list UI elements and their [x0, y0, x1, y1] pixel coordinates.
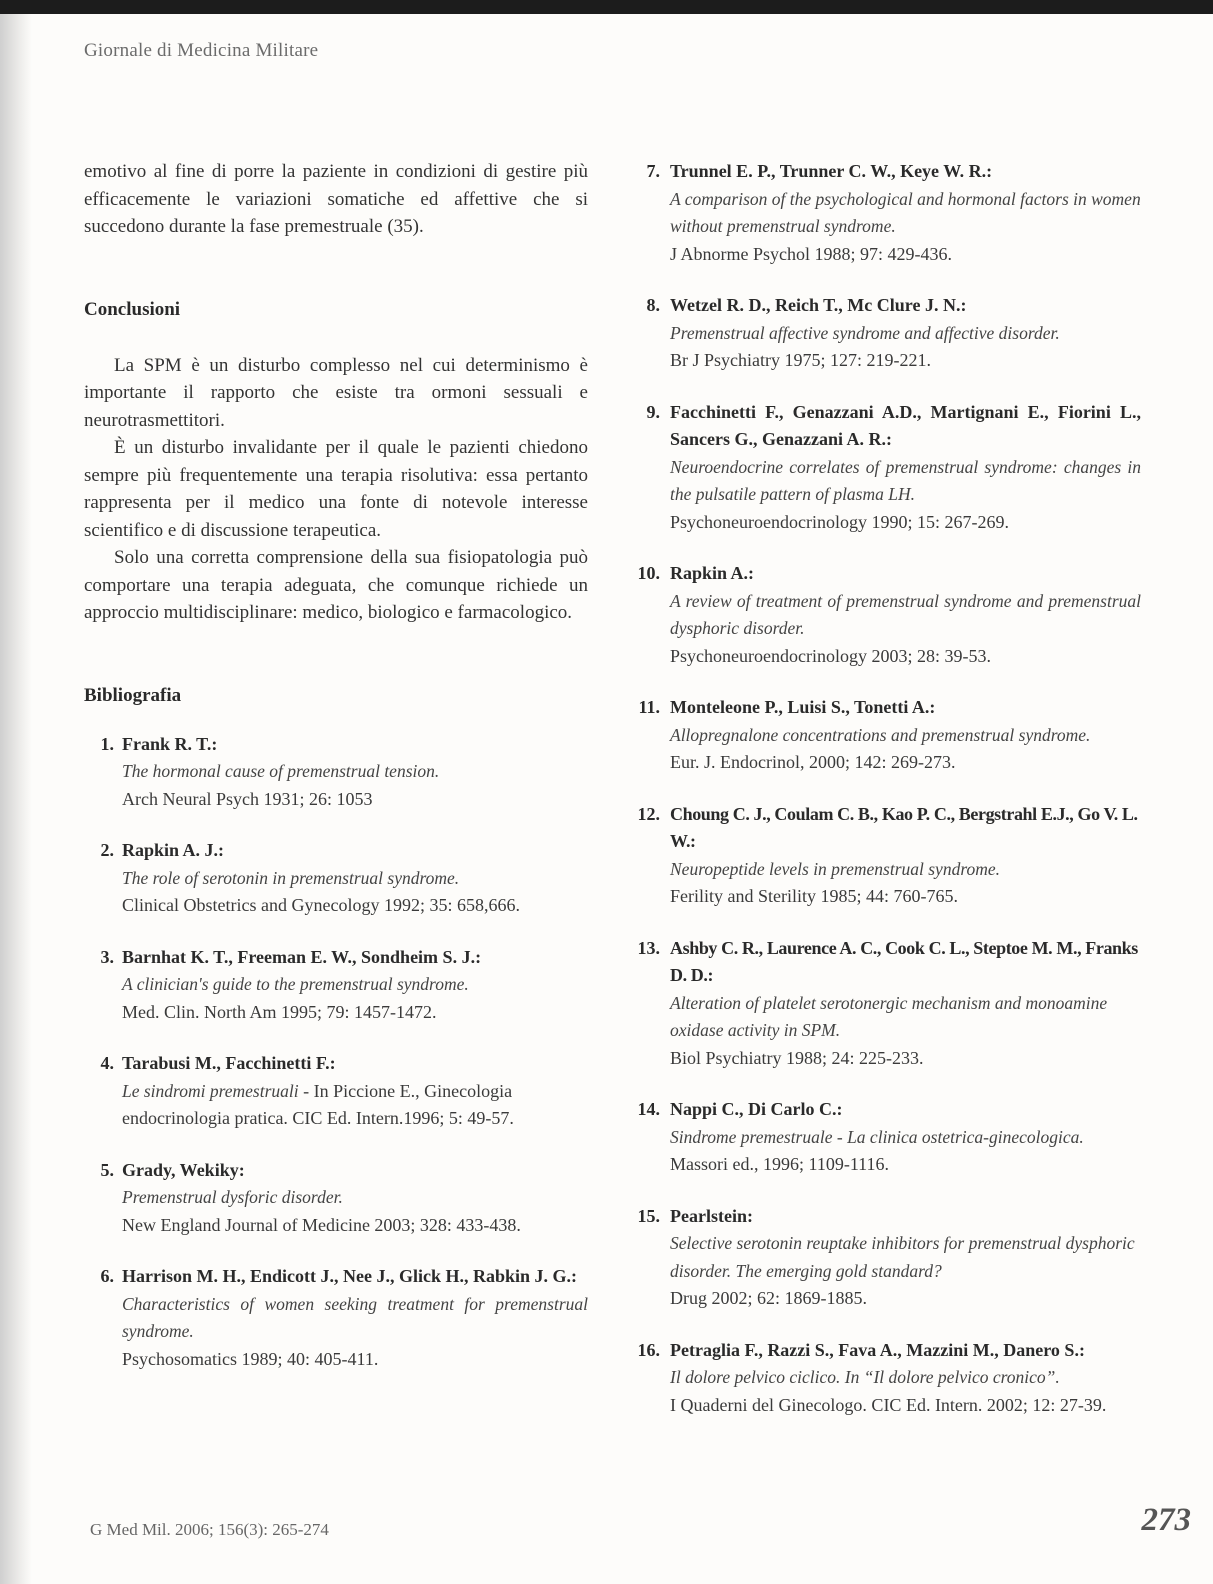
reference-number: 7.: [646, 161, 660, 181]
reference-source: Massori ed., 1996; 1109-1116.: [670, 1154, 889, 1174]
reference-number: 5.: [100, 1159, 114, 1180]
reference-authors: Choung C. J., Coulam C. B., Kao P. C., Bergstrahl E.J., Go V. L. W.:: [670, 803, 1138, 851]
reference-source: - In Piccione E., Ginecologia endocrinologia pratica. CIC Ed. Intern.1996; 5: 49-57.: [122, 1080, 514, 1128]
reference-authors: Rapkin A. J.:: [122, 840, 225, 860]
intro-paragraph: emotivo al fine di porre la paziente in condizioni di gestire più efficacemente le variazioni somatiche ed affettive che si succedono durante la fase premestruale (35).: [84, 161, 588, 237]
reference-number: 4.: [100, 1053, 114, 1073]
conclusions-heading: Conclusioni: [84, 298, 181, 320]
reference-title: Premenstrual affective syndrome and affective disorder.: [670, 322, 1060, 343]
reference-title: Neuroendocrine correlates of premenstrual syndrome: changes in the pulsatile pattern of plasma LH.: [670, 456, 1141, 504]
reference-authors: Monteleone P., Luisi S., Tonetti A.:: [670, 697, 936, 717]
left-column: [84, 158, 588, 1373]
journal-citation-footer: G Med Mil. 2006; 156(3): 265-274: [90, 1520, 329, 1539]
reference-source: Drug 2002; 62: 1869-1885.: [670, 1288, 867, 1308]
reference-item: [636, 801, 1141, 911]
reference-source: Psychoneuroendocrinology 2003; 28: 39-53.: [670, 645, 991, 666]
reference-list-left: [84, 731, 588, 1374]
reference-authors: Facchinetti F., Genazzani A.D., Martignani E., Fiorini L., Sancers G., Genazzani A. R.:: [670, 401, 1141, 449]
reference-authors: Nappi C., Di Carlo C.:: [670, 1099, 843, 1119]
reference-number: 14.: [637, 1099, 660, 1119]
reference-item: [636, 560, 1141, 670]
reference-title: Sindrome premestruale - La clinica ostetrica-ginecologica.: [670, 1126, 1084, 1147]
conclusions-paragraph: La SPM è un disturbo complesso nel cui determinismo è importante il rapporto che esiste tra ormoni sessuali e neurotrasmettitori.: [84, 354, 588, 431]
reference-number: 13.: [637, 937, 660, 958]
reference-title: The hormonal cause of premenstrual tension.: [122, 761, 440, 781]
reference-authors: Frank R. T.:: [122, 733, 218, 754]
conclusions-paragraph: È un disturbo invalidante per il quale le pazienti chiedono sempre più frequentemente una terapia risolutiva: essa pertanto rappresenta per il medico una fonte di notevole interesse scientifico e di discussione terapeutica.: [84, 437, 588, 541]
reference-list-right: [636, 158, 1141, 1419]
reference-item: [84, 731, 588, 814]
reference-number: 10.: [637, 563, 660, 583]
reference-number: 8.: [646, 295, 660, 315]
reference-authors: Tarabusi M., Facchinetti F.:: [122, 1053, 336, 1073]
reference-title: Characteristics of women seeking treatment for premenstrual syndrome.: [122, 1293, 588, 1341]
reference-item: [636, 292, 1141, 375]
reference-authors: Ashby C. R., Laurence A. C., Cook C. L., Steptoe M. M., Franks D. D.:: [670, 937, 1138, 985]
running-head: Giornale di Medicina Militare: [84, 40, 319, 61]
reference-source: Ferility and Sterility 1985; 44: 760-765.: [670, 886, 958, 906]
reference-item: [84, 944, 588, 1027]
reference-title: A comparison of the psychological and hormonal factors in women without premenstrual syndrome.: [670, 188, 1141, 236]
reference-title: Selective serotonin reuptake inhibitors for premenstrual dysphoric disorder. The emerging gold standard?: [670, 1233, 1135, 1281]
scan-top-edge: [0, 0, 1213, 14]
reference-number: 2.: [100, 840, 114, 860]
reference-authors: Trunnel E. P., Trunner C. W., Keye W. R.:: [670, 161, 993, 181]
reference-number: 11.: [638, 697, 660, 717]
bibliography-heading: Bibliografia: [84, 684, 182, 706]
reference-source: J Abnorme Psychol 1988; 97: 429-436.: [670, 243, 952, 264]
right-column: [636, 158, 1141, 1419]
reference-source: Clinical Obstetrics and Gynecology 1992; 35: 658,666.: [122, 895, 520, 915]
page-number: 273: [1141, 1502, 1191, 1538]
reference-source: Psychosomatics 1989; 40: 405-411.: [122, 1348, 379, 1369]
reference-source: Psychoneuroendocrinology 1990; 15: 267-269.: [670, 511, 1009, 532]
reference-item: [636, 158, 1141, 268]
reference-item: [636, 694, 1141, 777]
reference-source: Biol Psychiatry 1988; 24: 225-233.: [670, 1047, 924, 1068]
reference-title: Il dolore pelvico ciclico. In “Il dolore pelvico cronico”.: [670, 1367, 1060, 1387]
reference-item: [636, 399, 1141, 537]
reference-authors: Petraglia F., Razzi S., Fava A., Mazzini M., Danero S.:: [670, 1339, 1085, 1360]
reference-source: Br J Psychiatry 1975; 127: 219-221.: [670, 350, 931, 370]
reference-source: Eur. J. Endocrinol, 2000; 142: 269-273.: [670, 752, 956, 772]
reference-title: Neuropeptide levels in premenstrual syndrome.: [670, 858, 1001, 879]
reference-number: 3.: [100, 946, 114, 967]
reference-number: 6.: [100, 1266, 114, 1286]
reference-authors: Pearlstein:: [670, 1205, 753, 1226]
reference-item: [636, 1096, 1141, 1179]
reference-item: [84, 1263, 588, 1373]
reference-title: A clinician's guide to the premenstrual syndrome.: [122, 974, 469, 994]
reference-authors: Barnhat K. T., Freeman E. W., Sondheim S. J.:: [122, 946, 482, 967]
reference-source: I Quaderni del Ginecologo. CIC Ed. Intern. 2002; 12: 27-39.: [670, 1394, 1107, 1415]
reference-source: Arch Neural Psych 1931; 26: 1053: [122, 788, 373, 809]
reference-number: 9.: [646, 401, 660, 422]
reference-title: The role of serotonin in premenstrual syndrome.: [122, 867, 460, 888]
book-gutter-shadow: [0, 14, 32, 1584]
reference-authors: Grady, Wekiky:: [122, 1159, 245, 1180]
reference-title: Alteration of platelet serotonergic mechanism and monoamine oxidase activity in SPM.: [670, 992, 1108, 1040]
reference-source: Med. Clin. North Am 1995; 79: 1457-1472.: [122, 1001, 437, 1022]
reference-item: [636, 1203, 1141, 1313]
reference-title: Premenstrual dysforic disorder.: [122, 1187, 343, 1207]
conclusions-paragraph: Solo una corretta comprensione della sua fisiopatologia può comportare una terapia adeguata, che comunque richiede un approccio multidisciplinare: medico, biologico e farmacologico.: [84, 547, 588, 623]
reference-item: [636, 935, 1141, 1073]
reference-authors: Rapkin A.:: [670, 563, 755, 583]
reference-item: [84, 837, 588, 920]
reference-authors: Wetzel R. D., Reich T., Mc Clure J. N.:: [670, 295, 967, 315]
reference-item: [636, 1337, 1141, 1420]
reference-source: New England Journal of Medicine 2003; 328: 433-438.: [122, 1214, 521, 1235]
reference-item: [84, 1050, 588, 1133]
reference-title: A review of treatment of premenstrual syndrome and premenstrual dysphoric disorder.: [670, 590, 1141, 638]
reference-number: 12.: [637, 803, 660, 824]
reference-number: 1.: [100, 733, 114, 754]
reference-source-line: [122, 1078, 588, 1133]
conclusions-body: [84, 352, 588, 627]
reference-title: Le sindromi premestruali: [122, 1080, 299, 1101]
reference-item: [84, 1157, 588, 1240]
reference-authors: Harrison M. H., Endicott J., Nee J., Glick H., Rabkin J. G.:: [122, 1266, 578, 1286]
reference-title: Allopregnalone concentrations and premenstrual syndrome.: [670, 724, 1091, 745]
reference-number: 16.: [637, 1339, 660, 1360]
reference-number: 15.: [637, 1205, 660, 1226]
